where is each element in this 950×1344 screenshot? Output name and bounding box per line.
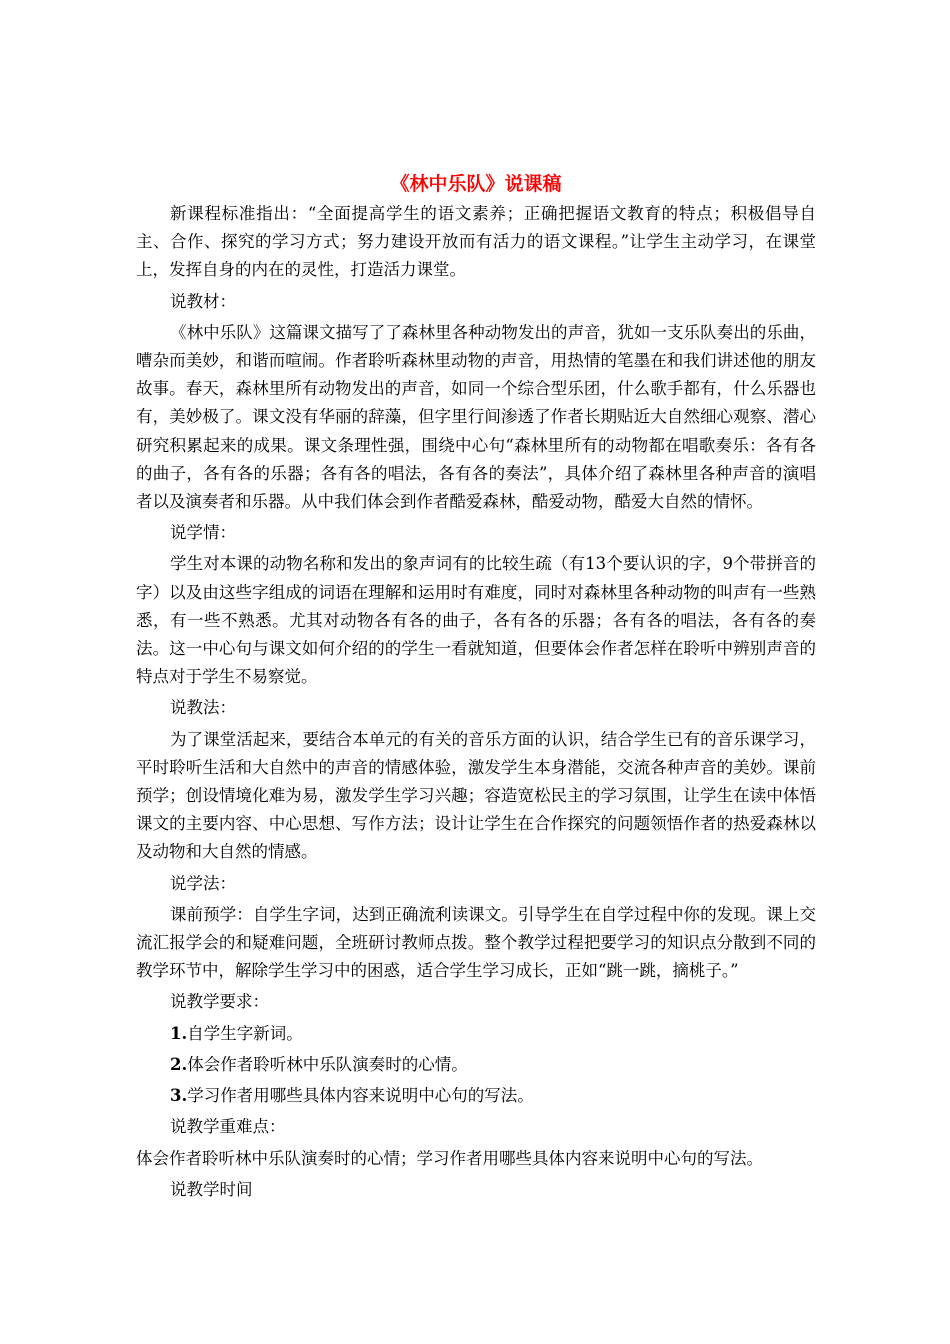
section-body-learning-method: 课前预学：自学生字词，达到正确流利读课文。引导学生在自学过程中你的发现。课上交流汇报学会的和疑难问题，全班研讨教师点拨。整个教学过程把要学习的知识点分散到不同的教学环节中，解除学生学习中的困惑，适合学生学习成长，正如“跳一跳，摘桃子。” bbox=[136, 904, 816, 981]
list-item-text: 自学生字新词。 bbox=[187, 1023, 303, 1043]
list-item-number: 3. bbox=[170, 1086, 188, 1106]
list-item bbox=[136, 1051, 816, 1079]
list-item-text: 体会作者聆听林中乐队演奏时的心情。 bbox=[187, 1054, 468, 1074]
section-heading-teaching-method: 说教法： bbox=[170, 698, 236, 718]
intro-paragraph: 新课程标准指出：“全面提高学生的语文素养；正确把握语文教育的特点；积极倡导自主、合作、探究的学习方式；努力建设开放而有活力的语文课程。”让学生主动学习，在课堂上，发挥自身的内在的灵性，打造活力课堂。 bbox=[136, 204, 816, 280]
section-body-key-points: 体会作者聆听林中乐队演奏时的心情；学习作者用哪些具体内容来说明中心句的写法。 bbox=[136, 1148, 763, 1168]
list-item-text: 学习作者用哪些具体内容来说明中心句的写法。 bbox=[187, 1086, 534, 1106]
list-item bbox=[136, 1020, 816, 1048]
list-item-number: 1. bbox=[170, 1023, 188, 1043]
document-body bbox=[136, 170, 816, 1204]
section-body-students: 学生对本课的动物名称和发出的象声词有的比较生疏（有13个要认识的字，9个带拼音的字）以及由这些字组成的词语在理解和运用时有难度，同时对森林里各种动物的叫声有一些熟悉，有一些不熟悉。尤其对动物各有各的曲子，各有各的乐器；各有各的唱法，各有各的奏法。这一中心句与课文如何介绍的的学生一看就知道，但要体会作者怎样在聆听中辨别声音的特点对于学生不易察觉。 bbox=[136, 554, 816, 687]
section-heading-material: 说教材： bbox=[170, 291, 236, 311]
section-body-teaching-method: 为了课堂活起来，要结合本单元的有关的音乐方面的认识，结合学生已有的音乐课学习，平时聆听生活和大自然中的声音的情感体验，激发学生本身潜能，交流各种声音的美妙。课前预学；创设情境化难为易，激发学生学习兴趣；容造宽松民主的学习氛围，让学生在读中体悟课文的主要内容、中心思想、写作方法；设计让学生在合作探究的问题领悟作者的热爱森林以及动物和大自然的情感。 bbox=[136, 729, 816, 862]
section-heading-key-points: 说教学重难点： bbox=[170, 1117, 286, 1137]
section-heading-students: 说学情： bbox=[170, 523, 236, 543]
document-title: 《林中乐队》说课稿 bbox=[390, 173, 562, 195]
list-item bbox=[136, 1082, 816, 1110]
list-item-number: 2. bbox=[170, 1054, 188, 1074]
section-heading-learning-method: 说学法： bbox=[170, 873, 236, 893]
section-heading-time: 说教学时间 bbox=[170, 1179, 253, 1199]
section-heading-requirements: 说教学要求： bbox=[170, 992, 269, 1012]
section-body-material: 《林中乐队》这篇课文描写了了森林里各种动物发出的声音，犹如一支乐队奏出的乐曲，嘈杂而美妙，和谐而喧闹。作者聆听森林里动物的声音，用热情的笔墨在和我们讲述他的朋友故事。春天，森林里所有动物发出的声音，如同一个综合型乐团，什么歌手都有，什么乐器也有，美妙极了。课文没有华丽的辞藻，但字里行间渗透了作者长期贴近大自然细心观察、潜心研究积累起来的成果。课文条理性强，围绕中心句“森林里所有的动物都在唱歌奏乐：各有各的曲子，各有各的乐器；各有各的唱法，各有各的奏法”，具体介绍了森林里各种声音的演唱者以及演奏者和乐器。从中我们体会到作者酷爱森林，酷爱动物，酷爱大自然的情怀。 bbox=[136, 322, 816, 512]
